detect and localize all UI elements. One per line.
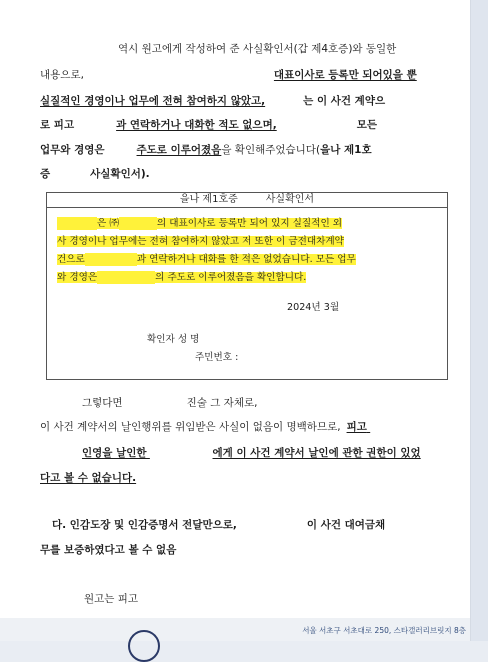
- text-segment: 업무와 경영은: [40, 144, 105, 156]
- text-segment: 이 사건 계약서의 날인행위를 위임받은 사실이 없음이 명백하므로,: [40, 421, 341, 433]
- text-segment: 무를 보증하였다고 볼 수 없음: [40, 544, 177, 556]
- box-line3: [57, 253, 356, 266]
- para1-line1: 역시 원고에게 작성하여 준 사실확인서(갑 제4호증)와 동일한: [118, 43, 397, 55]
- text-segment: 을나 제1호증: [179, 194, 238, 205]
- text-segment: 내용으로,: [40, 69, 84, 81]
- text-segment: 은 ㈜: [97, 218, 119, 229]
- para4-line1: 원고는 피고: [84, 593, 139, 605]
- text-segment: 이 사건 대여금채: [306, 519, 386, 531]
- para3-line1: [52, 518, 385, 532]
- box-line2: [57, 235, 344, 248]
- text-segment: 의 주도로 이루어졌음을 확인합니다.: [155, 272, 307, 283]
- text-segment: 을 확인해주었습니다(: [221, 144, 321, 156]
- evidence-box-title: [47, 193, 447, 208]
- para3-line2: [40, 543, 176, 557]
- page-edge: [471, 0, 488, 641]
- text-segment: 주도로 이루어졌음: [136, 144, 222, 156]
- para1-line6: [40, 167, 150, 181]
- text-segment: 의 대표이사로 등록만 되어 있지 실질적인 외: [156, 218, 343, 229]
- box-line1: [57, 217, 342, 230]
- footer-address: 서울 서초구 서초대로 250, 스타갤러리브릿지 8층: [302, 626, 466, 635]
- text-segment: 에게 이 사건 계약서 날인에 관한 권한이 있었: [212, 447, 421, 459]
- text-segment: 을나 제1호: [320, 144, 372, 156]
- box-line4: [57, 271, 306, 284]
- evidence-box: [46, 192, 448, 380]
- para2-line4: [40, 471, 136, 485]
- text-segment: 다. 인감도장 및 인감증명서 전달만으로,: [52, 519, 237, 531]
- text-segment: 과 연락하거나 대화한 적도 없으며,: [116, 119, 277, 131]
- text-segment: 실질적인 경영이나 업무에 전혀 참여하지 않았고,: [40, 95, 266, 107]
- text-segment: 사실확인서).: [90, 168, 150, 180]
- box-confirmer: 확인자 성 명: [147, 334, 200, 345]
- text-segment: 사실확인서: [265, 194, 315, 205]
- text-segment: 그렇다면: [82, 397, 123, 409]
- text-segment: 인영을 날인한: [82, 447, 147, 459]
- text-segment: 모든: [356, 119, 378, 131]
- text-segment: 다고 볼 수 없습니다.: [40, 472, 137, 484]
- text-segment: 와 경영은: [57, 272, 98, 283]
- text-segment: 피고: [346, 421, 367, 433]
- text-segment: 대표이사로 등록만 되어있을 뿐: [273, 69, 417, 81]
- text-segment: 사 경영이나 업무에는 전혀 참여하지 않았고 저 또한 이 금전대차계약: [57, 236, 344, 247]
- text-segment: 증: [40, 168, 51, 180]
- para1-line3: [40, 94, 385, 108]
- box-id-number: 주민번호 :: [195, 352, 239, 363]
- para1-line4: [40, 118, 377, 132]
- text-segment: 건으로: [57, 254, 85, 265]
- firm-logo-icon: [128, 630, 160, 662]
- box-date: 2024년 3월: [287, 302, 340, 313]
- text-segment: 과 연락하거나 대화를 한 적은 없었습니다. 모든 업무: [136, 254, 356, 265]
- para1-line2: [40, 68, 417, 82]
- para2-line3: [82, 446, 421, 460]
- text-segment: 진술 그 자체로,: [186, 397, 258, 409]
- para2-line2: [40, 420, 389, 434]
- text-segment: 로 피고: [40, 119, 75, 131]
- text-segment: 는 이 사건 계약으: [303, 95, 386, 107]
- para2-line1: [82, 396, 257, 410]
- para1-line5: [40, 143, 372, 157]
